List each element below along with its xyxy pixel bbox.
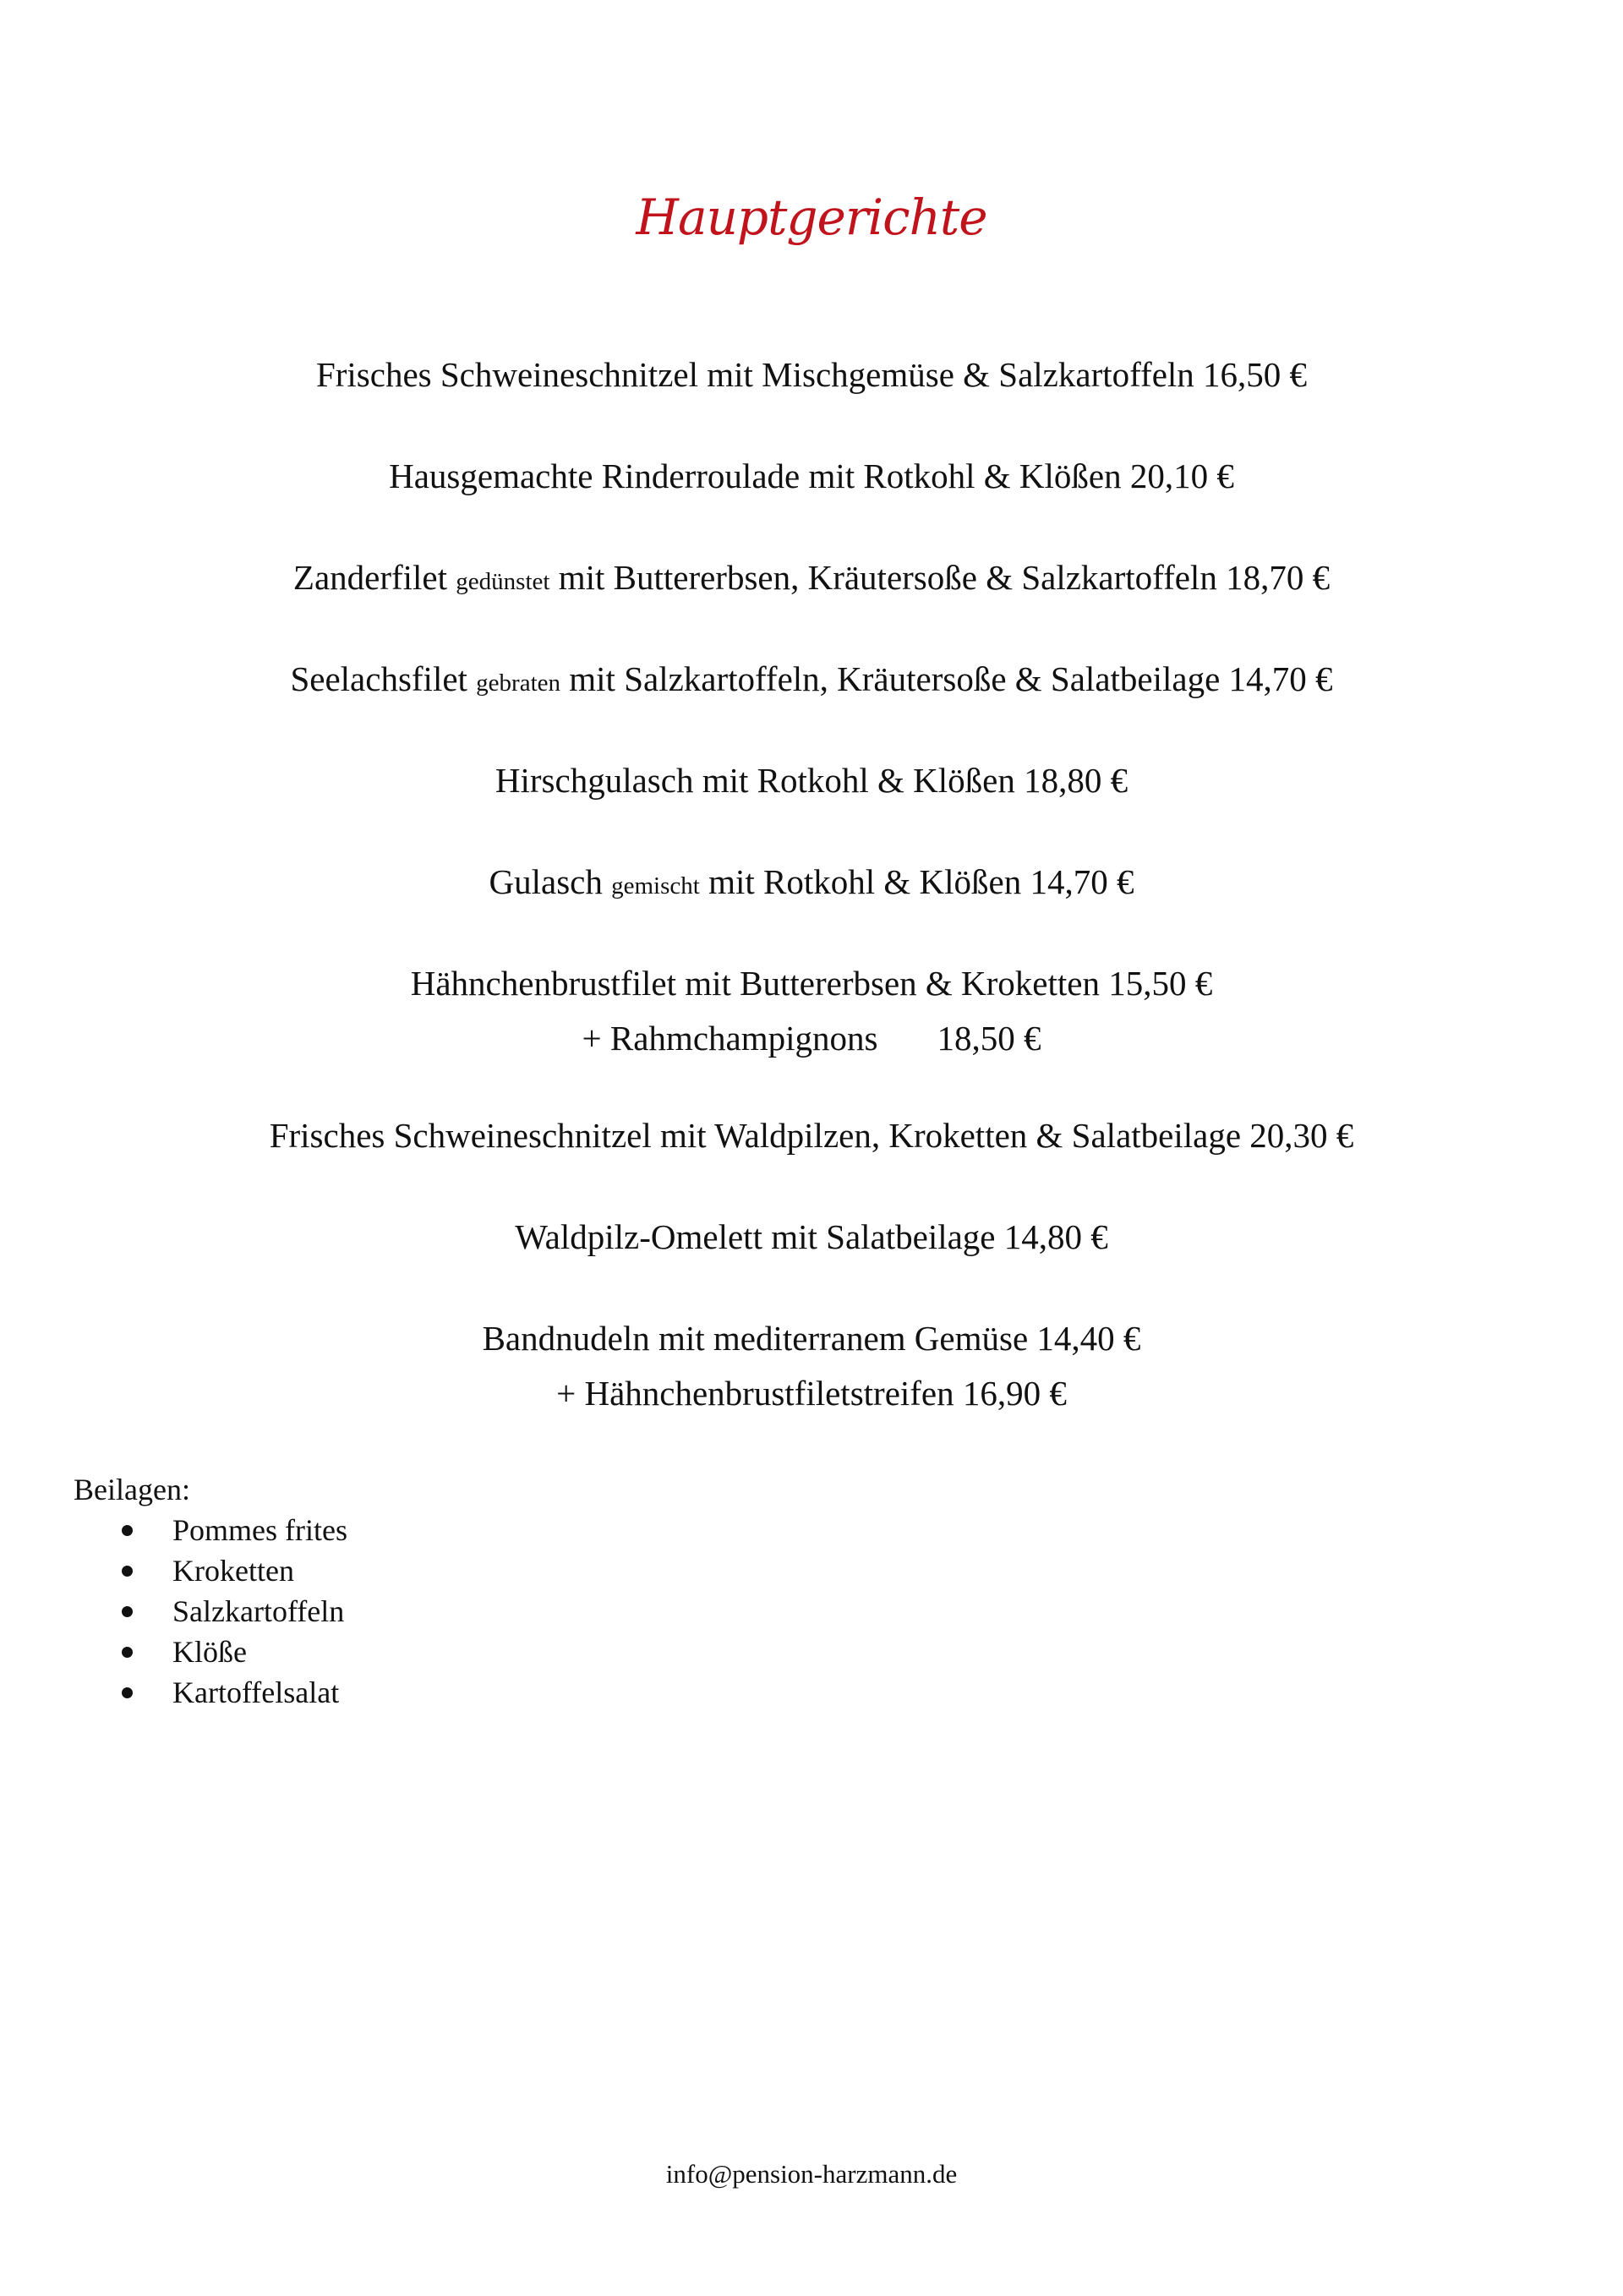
sides-list bbox=[74, 1510, 347, 1713]
bullet-icon bbox=[122, 1647, 133, 1658]
dish-name: Gulasch bbox=[489, 862, 612, 901]
dish-description-price: mit Waldpilzen, Kroketten & Salatbeilage 20,30 € bbox=[651, 1116, 1354, 1155]
dish-line bbox=[0, 958, 1623, 1013]
bullet-icon bbox=[122, 1566, 133, 1577]
dish-description-price: 16,90 € bbox=[954, 1374, 1067, 1413]
sides-section bbox=[74, 1469, 347, 1713]
sides-item bbox=[122, 1550, 347, 1591]
dish-name: + Rahmchampignons bbox=[582, 1019, 878, 1058]
dish-name: Hirschgulasch bbox=[495, 761, 694, 800]
dish-description-price: mit Rotkohl & Klößen 18,80 € bbox=[693, 761, 1128, 800]
dish-line bbox=[0, 349, 1623, 404]
bullet-icon bbox=[122, 1687, 133, 1698]
sides-heading: Beilagen: bbox=[74, 1473, 190, 1506]
dish-name: Frisches Schweineschnitzel bbox=[269, 1116, 652, 1155]
dish-description-price: mit Buttererbsen & Kroketten 15,50 € bbox=[675, 964, 1213, 1003]
dish-description-price: mit Rotkohl & Klößen 14,70 € bbox=[699, 862, 1134, 901]
dish-name: Zanderfilet bbox=[292, 558, 456, 597]
sides-item bbox=[122, 1591, 347, 1632]
dish-preparation-note: gebraten bbox=[476, 670, 561, 697]
dish-description-price: mit Rotkohl & Klößen 20,10 € bbox=[800, 456, 1234, 495]
dish-item bbox=[0, 958, 1623, 1068]
dish-name: Bandnudeln bbox=[482, 1319, 650, 1358]
dish-item bbox=[0, 653, 1623, 708]
dish-description-price: mit Salzkartoffeln, Kräutersoße & Salatbeilage 14,70 € bbox=[560, 659, 1333, 698]
dish-line bbox=[0, 755, 1623, 810]
page-title: Hauptgerichte bbox=[636, 189, 987, 246]
dish-item bbox=[0, 1211, 1623, 1266]
dish-extra-line bbox=[0, 1013, 1623, 1068]
dish-description-price: mit Mischgemüse & Salzkartoffeln 16,50 € bbox=[697, 355, 1308, 394]
sides-item bbox=[122, 1510, 347, 1550]
dish-item bbox=[0, 349, 1623, 404]
dish-item bbox=[0, 451, 1623, 506]
bullet-icon bbox=[122, 1606, 133, 1617]
dish-item bbox=[0, 1110, 1623, 1165]
dish-line bbox=[0, 1110, 1623, 1165]
dish-item bbox=[0, 755, 1623, 810]
dish-description-price: mit Salatbeilage 14,80 € bbox=[762, 1217, 1108, 1256]
dish-line bbox=[0, 552, 1623, 607]
contact-email: info@pension-harzmann.de bbox=[665, 2159, 958, 2189]
sides-item-label: Pommes frites bbox=[172, 1513, 347, 1547]
dish-name: Hähnchenbrustfilet bbox=[410, 964, 676, 1003]
sides-item-label: Salzkartoffeln bbox=[172, 1594, 345, 1628]
dish-description-price: mit Buttererbsen, Kräutersoße & Salzkartoffeln 18,70 € bbox=[549, 558, 1331, 597]
dish-item bbox=[0, 1313, 1623, 1423]
sides-item bbox=[122, 1632, 347, 1672]
dish-name: Hausgemachte Rinderroulade bbox=[389, 456, 801, 495]
dish-line bbox=[0, 856, 1623, 911]
dish-name: + Hähnchenbrustfiletstreifen bbox=[556, 1374, 954, 1413]
dish-line bbox=[0, 653, 1623, 708]
dish-item bbox=[0, 552, 1623, 607]
dish-name: Waldpilz-Omelett bbox=[515, 1217, 762, 1256]
dish-name: Seelachsfilet bbox=[290, 659, 477, 698]
dish-item bbox=[0, 856, 1623, 911]
dish-line bbox=[0, 1313, 1623, 1368]
dish-extra-line bbox=[0, 1368, 1623, 1423]
dish-line bbox=[0, 1211, 1623, 1266]
sides-item-label: Klöße bbox=[172, 1635, 247, 1669]
dish-preparation-note: gedünstet bbox=[456, 568, 550, 595]
dish-name: Frisches Schweineschnitzel bbox=[315, 355, 698, 394]
bullet-icon bbox=[122, 1525, 133, 1536]
sides-item-label: Kartoffelsalat bbox=[172, 1676, 340, 1709]
sides-item bbox=[122, 1672, 347, 1713]
dish-preparation-note: gemischt bbox=[611, 872, 700, 899]
dish-description-price: mit mediterranem Gemüse 14,40 € bbox=[649, 1319, 1141, 1358]
dish-line bbox=[0, 451, 1623, 506]
sides-item-label: Kroketten bbox=[172, 1554, 294, 1588]
dish-description-price: 18,50 € bbox=[937, 1019, 1041, 1058]
